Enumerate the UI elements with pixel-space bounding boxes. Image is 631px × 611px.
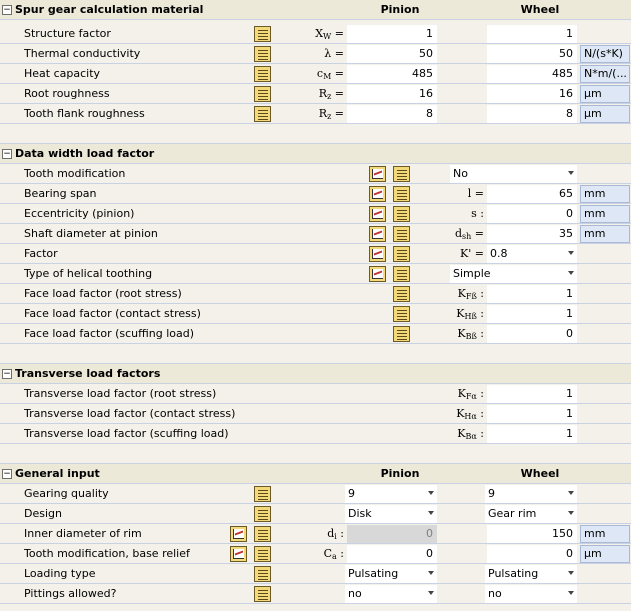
pinion-pittings-select[interactable]: no [345,585,437,603]
symbol: $K_{Fß}$ : [457,287,484,301]
value-field[interactable]: 35 [487,225,577,243]
row-tooth-modification [0,164,631,184]
value-field[interactable]: 0 [487,325,577,343]
row-label: Transverse load factor (contact stress) [24,407,236,420]
section-header-width-load[interactable] [0,144,631,164]
row-label: Design [24,507,62,520]
document-icon[interactable] [393,246,410,262]
pinion-quality-select[interactable]: 9 [345,485,437,503]
document-icon[interactable] [254,26,271,42]
symbol: $R_z$ = [318,87,344,101]
collapse-toggle[interactable]: − [3,5,11,15]
wheel-value-field[interactable]: 150 [487,525,577,543]
value-field[interactable]: 1 [487,285,577,303]
unit-label[interactable]: µm [580,105,630,123]
section-title: Transverse load factors [15,367,161,380]
dropdown-arrow-icon[interactable] [568,491,574,495]
unit-label[interactable]: N/(s*K) [580,45,630,63]
column-header-pinion: Pinion [380,3,420,16]
row-eccentricity [0,204,631,224]
row-label: Transverse load factor (scuffing load) [24,427,229,440]
document-icon[interactable] [254,546,271,562]
row-label: Transverse load factor (root stress) [24,387,217,400]
row-label: Factor [24,247,58,260]
chart-icon[interactable] [230,526,247,542]
row-tooth-flank-roughness [0,104,631,124]
document-icon[interactable] [393,186,410,202]
document-icon[interactable] [393,226,410,242]
row-pittings-allowed [0,584,631,604]
row-label: Thermal conductivity [24,47,141,60]
collapse-toggle[interactable]: − [3,369,11,379]
document-icon[interactable] [254,486,271,502]
symbol: $d_{sh}$ = [454,227,484,241]
wheel-value-field[interactable]: 50 [487,45,577,63]
section-title: Spur gear calculation material [15,3,204,16]
document-icon[interactable] [393,306,410,322]
row-label: Pittings allowed? [24,587,117,600]
row-bearing-span [0,184,631,204]
dropdown-arrow-icon[interactable] [568,591,574,595]
column-header-wheel: Wheel [520,3,560,16]
row-label: Shaft diameter at pinion [24,227,158,240]
row-helical-toothing [0,264,631,284]
row-label: Tooth modification [24,167,126,180]
unit-label[interactable]: mm [580,225,630,243]
value-field[interactable]: 1 [487,425,577,443]
chart-icon[interactable] [230,546,247,562]
wheel-value-field[interactable]: 8 [487,105,577,123]
wheel-value-field[interactable]: 1 [487,25,577,43]
value-field[interactable]: 1 [487,305,577,323]
pinion-loading-select[interactable]: Pulsating [345,565,437,583]
pinion-value-field[interactable]: 485 [347,65,437,83]
document-icon[interactable] [393,266,410,282]
pinion-value-field[interactable]: 1 [347,25,437,43]
dropdown-arrow-icon[interactable] [568,271,574,275]
pinion-value-field[interactable]: 16 [347,85,437,103]
chart-icon[interactable] [369,246,386,262]
dropdown-arrow-icon[interactable] [568,571,574,575]
row-factor [0,244,631,264]
row-shaft-diameter [0,224,631,244]
row-face-load-scuffing [0,324,631,344]
row-label: Bearing span [24,187,97,200]
symbol: $X_W$ = [315,27,344,41]
symbol: $K_{F\alpha}$ : [457,387,484,401]
document-icon[interactable] [393,206,410,222]
unit-label[interactable]: mm [580,185,630,203]
row-face-load-root [0,284,631,304]
symbol: $d_i$ : [327,527,344,541]
row-structure-factor [0,24,631,44]
unit-label[interactable]: µm [580,545,630,563]
wheel-value-field[interactable]: 0 [487,545,577,563]
row-root-roughness [0,84,631,104]
wheel-pittings-select[interactable]: no [485,585,577,603]
row-label: Eccentricity (pinion) [24,207,135,220]
row-base-relief [0,544,631,564]
symbol: λ = [324,47,344,60]
symbol: s : [471,207,484,220]
row-face-load-contact [0,304,631,324]
tooth-modification-select[interactable]: No [450,165,577,183]
row-label: Inner diameter of rim [24,527,142,540]
row-label: Heat capacity [24,67,101,80]
row-label: Face load factor (scuffing load) [24,327,195,340]
document-icon[interactable] [254,506,271,522]
row-transverse-scuffing [0,424,631,444]
value-field[interactable]: 1 [487,385,577,403]
value-field[interactable]: 65 [487,185,577,203]
unit-label[interactable]: µm [580,85,630,103]
dropdown-arrow-icon[interactable] [428,591,434,595]
row-label: Structure factor [24,27,111,40]
row-transverse-contact [0,404,631,424]
document-icon[interactable] [393,166,410,182]
chart-icon[interactable] [369,206,386,222]
symbol: $R_z$ = [318,107,344,121]
document-icon[interactable] [254,86,271,102]
document-icon[interactable] [254,586,271,602]
value-field[interactable]: 1 [487,405,577,423]
symbol: $c_M$ = [316,67,344,81]
document-icon[interactable] [254,566,271,582]
column-header-wheel: Wheel [520,467,560,480]
row-label: Face load factor (contact stress) [24,307,201,320]
section-header-general[interactable] [0,464,631,484]
unit-label[interactable]: mm [580,205,630,223]
row-transverse-root [0,384,631,404]
document-icon[interactable] [254,526,271,542]
document-icon[interactable] [254,66,271,82]
row-label: Loading type [24,567,96,580]
collapse-toggle[interactable]: − [3,469,11,479]
spacer-row [0,124,631,144]
dropdown-arrow-icon[interactable] [568,511,574,515]
row-label: Tooth modification, base relief [24,547,190,560]
row-label: Type of helical toothing [24,267,153,280]
section-header-material[interactable] [0,0,631,20]
unit-label[interactable]: mm [580,525,630,543]
wheel-value-field[interactable]: 16 [487,85,577,103]
row-label: Face load factor (root stress) [24,287,182,300]
symbol: $K_{H\alpha}$ : [456,407,484,421]
dropdown-arrow-icon[interactable] [428,511,434,515]
value-field[interactable]: 0 [487,205,577,223]
row-gearing-quality [0,484,631,504]
symbol: l = [467,187,484,200]
pinion-value-field: 0 [347,525,437,543]
document-icon[interactable] [254,46,271,62]
row-thermal-conductivity [0,44,631,64]
symbol: $K_{Bß}$ : [457,327,484,341]
row-design [0,504,631,524]
symbol: K' = [460,247,484,260]
collapse-toggle[interactable]: − [3,149,11,159]
factor-select[interactable]: 0.8 [487,245,577,263]
section-header-transverse[interactable] [0,364,631,384]
row-label: Gearing quality [24,487,109,500]
wheel-loading-select[interactable]: Pulsating [485,565,577,583]
row-label: Root roughness [24,87,110,100]
document-icon[interactable] [393,286,410,302]
document-icon[interactable] [254,106,271,122]
chart-icon[interactable] [369,166,386,182]
row-inner-diameter [0,524,631,544]
spacer-row [0,344,631,364]
dropdown-arrow-icon[interactable] [568,251,574,255]
unit-label[interactable]: N*m/(... [580,65,630,83]
wheel-design-select[interactable]: Gear rim [485,505,577,523]
chart-icon[interactable] [369,226,386,242]
wheel-value-field[interactable]: 485 [487,65,577,83]
section-title: Data width load factor [15,147,155,160]
symbol: $K_{B\alpha}$ : [457,427,484,441]
pinion-value-field[interactable]: 50 [347,45,437,63]
pinion-design-select[interactable]: Disk [345,505,437,523]
helical-toothing-select[interactable]: Simple [450,265,577,283]
dropdown-arrow-icon[interactable] [428,491,434,495]
dropdown-arrow-icon[interactable] [428,571,434,575]
document-icon[interactable] [393,326,410,342]
symbol: $K_{Hß}$ : [456,307,484,321]
spacer-row [0,444,631,464]
section-title: General input [15,467,100,480]
chart-icon[interactable] [369,186,386,202]
pinion-value-field[interactable]: 8 [347,105,437,123]
dropdown-arrow-icon[interactable] [568,171,574,175]
pinion-value-field[interactable]: 0 [347,545,437,563]
wheel-quality-select[interactable]: 9 [485,485,577,503]
symbol: $C_a$ : [323,547,344,561]
row-label: Tooth flank roughness [24,107,145,120]
chart-icon[interactable] [369,266,386,282]
row-heat-capacity [0,64,631,84]
column-header-pinion: Pinion [380,467,420,480]
row-loading-type [0,564,631,584]
